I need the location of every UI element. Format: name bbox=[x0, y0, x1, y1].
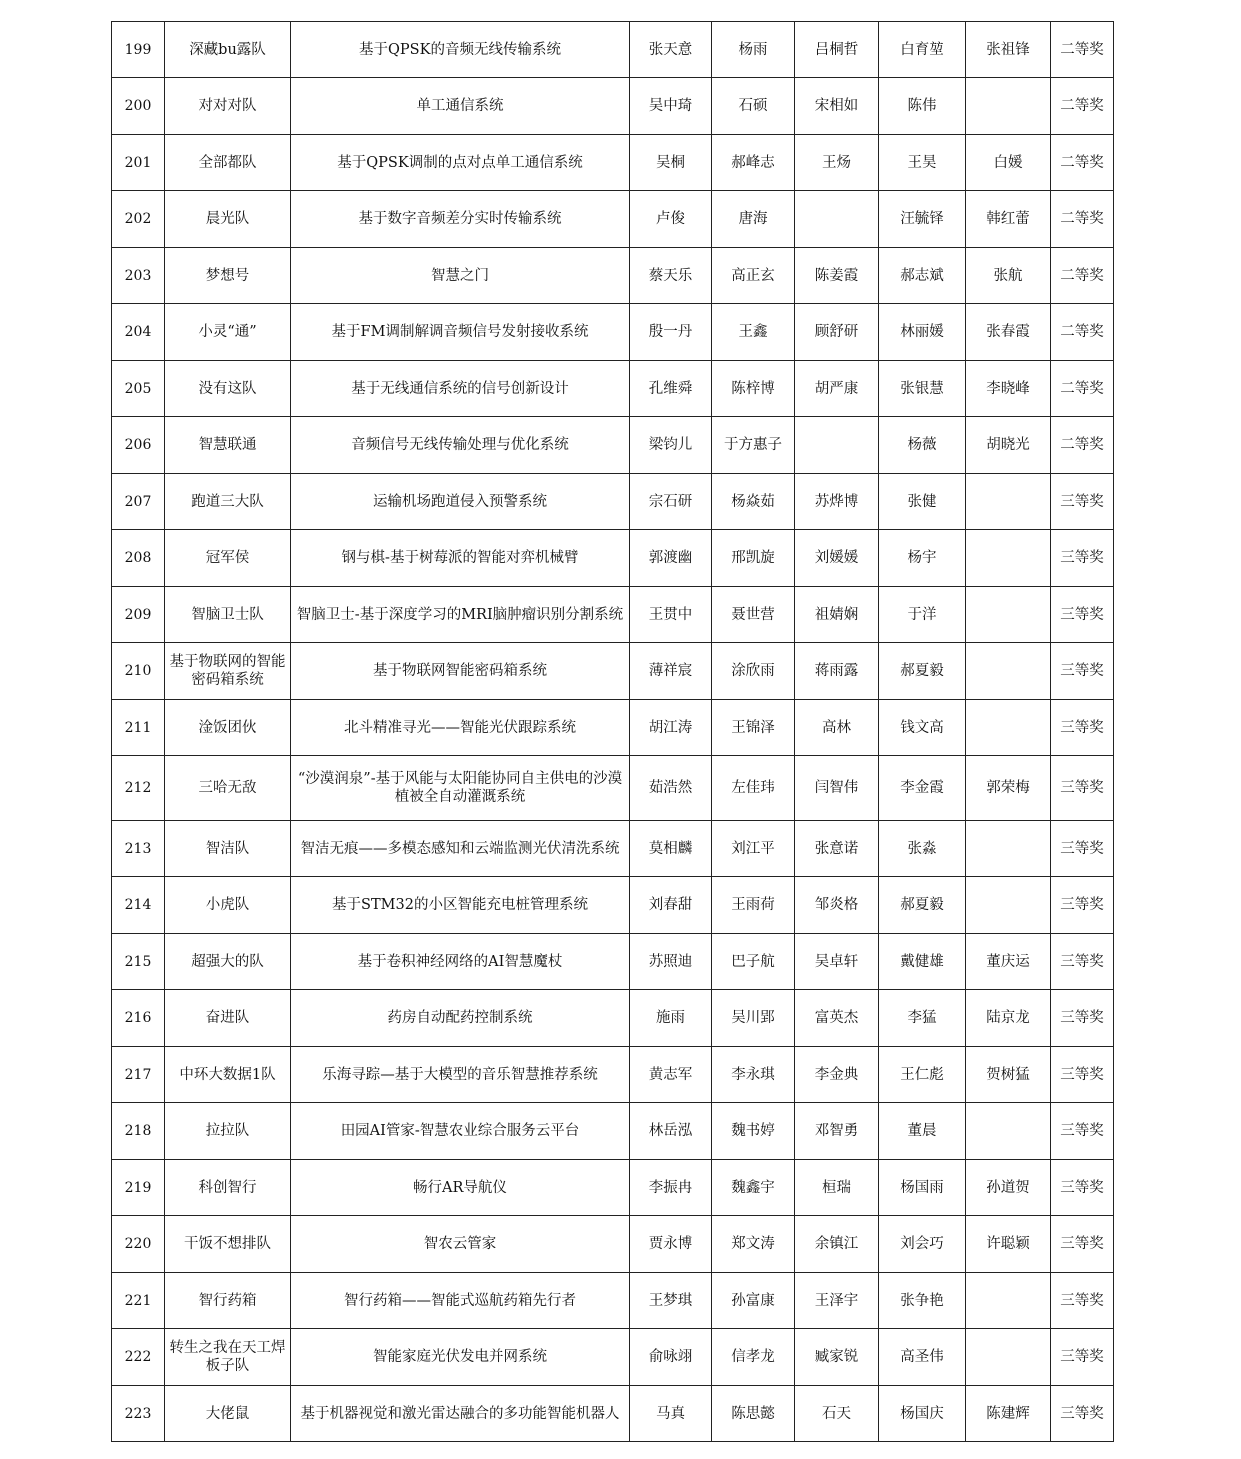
member-5-cell bbox=[966, 700, 1051, 756]
table-row bbox=[112, 417, 1114, 474]
award-cell: 二等奖 bbox=[1051, 78, 1114, 135]
table-row bbox=[112, 756, 1114, 821]
member-4-cell: 汪毓铎 bbox=[879, 191, 966, 248]
member-2-cell: 于方惠子 bbox=[712, 417, 795, 474]
table-row bbox=[112, 135, 1114, 191]
member-2-cell: 郝峰志 bbox=[712, 135, 795, 191]
member-3-cell: 王炀 bbox=[795, 135, 879, 191]
award-cell: 三等奖 bbox=[1051, 700, 1114, 756]
team-name-cell: 干饭不想排队 bbox=[165, 1216, 291, 1273]
member-5-cell bbox=[966, 587, 1051, 643]
member-2-cell: 王锦泽 bbox=[712, 700, 795, 756]
team-name-cell: 智洁队 bbox=[165, 821, 291, 877]
member-1-cell: 施雨 bbox=[630, 990, 712, 1047]
project-name-cell: 钢与棋-基于树莓派的智能对弈机械臂 bbox=[291, 530, 630, 587]
member-4-cell: 陈伟 bbox=[879, 78, 966, 135]
team-name-cell: 跑道三大队 bbox=[165, 474, 291, 530]
member-4-cell: 王昊 bbox=[879, 135, 966, 191]
team-name-cell: 小虎队 bbox=[165, 877, 291, 934]
member-1-cell: 胡江涛 bbox=[630, 700, 712, 756]
member-1-cell: 梁钧儿 bbox=[630, 417, 712, 474]
table-row bbox=[112, 191, 1114, 248]
member-5-cell: 陆京龙 bbox=[966, 990, 1051, 1047]
member-1-cell: 俞咏翊 bbox=[630, 1329, 712, 1386]
member-2-cell: 王鑫 bbox=[712, 304, 795, 361]
award-cell: 三等奖 bbox=[1051, 587, 1114, 643]
member-3-cell: 石天 bbox=[795, 1386, 879, 1442]
project-name-cell: 田园AI管家-智慧农业综合服务云平台 bbox=[291, 1103, 630, 1160]
table-row bbox=[112, 587, 1114, 643]
member-3-cell: 张意诺 bbox=[795, 821, 879, 877]
row-number-cell: 219 bbox=[112, 1160, 165, 1216]
member-2-cell: 巴子航 bbox=[712, 934, 795, 990]
member-4-cell: 于洋 bbox=[879, 587, 966, 643]
member-4-cell: 杨国庆 bbox=[879, 1386, 966, 1442]
team-name-cell: 晨光队 bbox=[165, 191, 291, 248]
member-4-cell: 刘会巧 bbox=[879, 1216, 966, 1273]
member-2-cell: 郑文涛 bbox=[712, 1216, 795, 1273]
member-4-cell: 郝志斌 bbox=[879, 248, 966, 304]
row-number-cell: 200 bbox=[112, 78, 165, 135]
member-3-cell: 刘媛媛 bbox=[795, 530, 879, 587]
row-number-cell: 210 bbox=[112, 643, 165, 700]
team-name-cell: 智脑卫士队 bbox=[165, 587, 291, 643]
member-5-cell: 韩红蕾 bbox=[966, 191, 1051, 248]
project-name-cell: 基于FM调制解调音频信号发射接收系统 bbox=[291, 304, 630, 361]
member-3-cell: 李金典 bbox=[795, 1047, 879, 1103]
award-cell: 三等奖 bbox=[1051, 1047, 1114, 1103]
member-5-cell bbox=[966, 530, 1051, 587]
award-cell: 二等奖 bbox=[1051, 361, 1114, 417]
member-3-cell: 臧家锐 bbox=[795, 1329, 879, 1386]
table-row bbox=[112, 1329, 1114, 1386]
table-row bbox=[112, 304, 1114, 361]
member-4-cell: 高圣伟 bbox=[879, 1329, 966, 1386]
project-name-cell: 北斗精准寻光——智能光伏跟踪系统 bbox=[291, 700, 630, 756]
table-row bbox=[112, 821, 1114, 877]
project-name-cell: 基于QPSK的音频无线传输系统 bbox=[291, 22, 630, 78]
award-cell: 三等奖 bbox=[1051, 1273, 1114, 1329]
table-row bbox=[112, 1047, 1114, 1103]
project-name-cell: 运输机场跑道侵入预警系统 bbox=[291, 474, 630, 530]
table-row bbox=[112, 934, 1114, 990]
team-name-cell: 没有这队 bbox=[165, 361, 291, 417]
project-name-cell: 基于QPSK调制的点对点单工通信系统 bbox=[291, 135, 630, 191]
table-row bbox=[112, 361, 1114, 417]
member-5-cell: 白媛 bbox=[966, 135, 1051, 191]
award-cell: 三等奖 bbox=[1051, 530, 1114, 587]
row-number-cell: 209 bbox=[112, 587, 165, 643]
member-5-cell bbox=[966, 78, 1051, 135]
member-1-cell: 殷一丹 bbox=[630, 304, 712, 361]
member-1-cell: 薄祥宸 bbox=[630, 643, 712, 700]
member-2-cell: 邢凯旋 bbox=[712, 530, 795, 587]
member-5-cell: 张春霞 bbox=[966, 304, 1051, 361]
member-3-cell: 祖婧娴 bbox=[795, 587, 879, 643]
table-row bbox=[112, 1386, 1114, 1442]
award-cell: 二等奖 bbox=[1051, 304, 1114, 361]
member-4-cell: 杨薇 bbox=[879, 417, 966, 474]
member-3-cell: 邓智勇 bbox=[795, 1103, 879, 1160]
member-2-cell: 李永琪 bbox=[712, 1047, 795, 1103]
award-cell: 三等奖 bbox=[1051, 474, 1114, 530]
row-number-cell: 205 bbox=[112, 361, 165, 417]
award-table bbox=[111, 21, 1114, 1442]
row-number-cell: 206 bbox=[112, 417, 165, 474]
member-5-cell: 郭荣梅 bbox=[966, 756, 1051, 821]
row-number-cell: 211 bbox=[112, 700, 165, 756]
member-4-cell: 钱文高 bbox=[879, 700, 966, 756]
member-1-cell: 吴桐 bbox=[630, 135, 712, 191]
table-row bbox=[112, 1103, 1114, 1160]
member-1-cell: 林岳泓 bbox=[630, 1103, 712, 1160]
member-2-cell: 左佳玮 bbox=[712, 756, 795, 821]
project-name-cell: “沙漠润泉”-基于风能与太阳能协同自主供电的沙漠植被全自动灌溉系统 bbox=[291, 756, 630, 821]
member-2-cell: 魏鑫宇 bbox=[712, 1160, 795, 1216]
table-row bbox=[112, 530, 1114, 587]
member-1-cell: 吴中琦 bbox=[630, 78, 712, 135]
member-1-cell: 刘春甜 bbox=[630, 877, 712, 934]
member-3-cell bbox=[795, 191, 879, 248]
member-3-cell: 苏烨博 bbox=[795, 474, 879, 530]
award-cell: 二等奖 bbox=[1051, 135, 1114, 191]
member-2-cell: 聂世营 bbox=[712, 587, 795, 643]
row-number-cell: 220 bbox=[112, 1216, 165, 1273]
member-1-cell: 郭渡幽 bbox=[630, 530, 712, 587]
row-number-cell: 212 bbox=[112, 756, 165, 821]
member-3-cell: 邹炎格 bbox=[795, 877, 879, 934]
row-number-cell: 203 bbox=[112, 248, 165, 304]
row-number-cell: 218 bbox=[112, 1103, 165, 1160]
member-1-cell: 黄志军 bbox=[630, 1047, 712, 1103]
member-2-cell: 孙富康 bbox=[712, 1273, 795, 1329]
project-name-cell: 智洁无痕——多模态感知和云端监测光伏清洗系统 bbox=[291, 821, 630, 877]
table-row bbox=[112, 1273, 1114, 1329]
team-name-cell: 超强大的队 bbox=[165, 934, 291, 990]
award-table-body bbox=[112, 22, 1114, 1442]
row-number-cell: 208 bbox=[112, 530, 165, 587]
award-cell: 三等奖 bbox=[1051, 1386, 1114, 1442]
team-name-cell: 科创智行 bbox=[165, 1160, 291, 1216]
project-name-cell: 智能家庭光伏发电并网系统 bbox=[291, 1329, 630, 1386]
row-number-cell: 213 bbox=[112, 821, 165, 877]
team-name-cell: 对对对队 bbox=[165, 78, 291, 135]
table-row bbox=[112, 643, 1114, 700]
row-number-cell: 202 bbox=[112, 191, 165, 248]
member-1-cell: 马真 bbox=[630, 1386, 712, 1442]
table-row bbox=[112, 78, 1114, 135]
member-5-cell bbox=[966, 1273, 1051, 1329]
team-name-cell: 奋进队 bbox=[165, 990, 291, 1047]
member-1-cell: 王贯中 bbox=[630, 587, 712, 643]
team-name-cell: 大佬鼠 bbox=[165, 1386, 291, 1442]
award-cell: 三等奖 bbox=[1051, 1216, 1114, 1273]
award-cell: 三等奖 bbox=[1051, 1103, 1114, 1160]
team-name-cell: 冠军侯 bbox=[165, 530, 291, 587]
member-3-cell: 王泽宇 bbox=[795, 1273, 879, 1329]
row-number-cell: 201 bbox=[112, 135, 165, 191]
team-name-cell: 转生之我在天工焊板子队 bbox=[165, 1329, 291, 1386]
member-4-cell: 张淼 bbox=[879, 821, 966, 877]
award-cell: 二等奖 bbox=[1051, 191, 1114, 248]
member-3-cell: 陈姜霞 bbox=[795, 248, 879, 304]
project-name-cell: 基于机器视觉和激光雷达融合的多功能智能机器人 bbox=[291, 1386, 630, 1442]
project-name-cell: 基于无线通信系统的信号创新设计 bbox=[291, 361, 630, 417]
member-2-cell: 刘江平 bbox=[712, 821, 795, 877]
table-row bbox=[112, 1216, 1114, 1273]
member-2-cell: 杨雨 bbox=[712, 22, 795, 78]
project-name-cell: 智行药箱——智能式巡航药箱先行者 bbox=[291, 1273, 630, 1329]
member-2-cell: 唐海 bbox=[712, 191, 795, 248]
team-name-cell: 淦饭团伙 bbox=[165, 700, 291, 756]
member-1-cell: 宗石研 bbox=[630, 474, 712, 530]
award-cell: 三等奖 bbox=[1051, 756, 1114, 821]
table-row bbox=[112, 877, 1114, 934]
member-4-cell: 郝夏毅 bbox=[879, 877, 966, 934]
project-name-cell: 基于STM32的小区智能充电桩管理系统 bbox=[291, 877, 630, 934]
award-cell: 二等奖 bbox=[1051, 417, 1114, 474]
project-name-cell: 乐海寻踪—基于大模型的音乐智慧推荐系统 bbox=[291, 1047, 630, 1103]
team-name-cell: 智慧联通 bbox=[165, 417, 291, 474]
member-4-cell: 杨宇 bbox=[879, 530, 966, 587]
award-cell: 三等奖 bbox=[1051, 877, 1114, 934]
row-number-cell: 204 bbox=[112, 304, 165, 361]
row-number-cell: 199 bbox=[112, 22, 165, 78]
member-5-cell: 孙道贺 bbox=[966, 1160, 1051, 1216]
team-name-cell: 中环大数据1队 bbox=[165, 1047, 291, 1103]
member-1-cell: 卢俊 bbox=[630, 191, 712, 248]
project-name-cell: 智农云管家 bbox=[291, 1216, 630, 1273]
member-3-cell bbox=[795, 417, 879, 474]
award-cell: 三等奖 bbox=[1051, 643, 1114, 700]
member-2-cell: 涂欣雨 bbox=[712, 643, 795, 700]
member-5-cell bbox=[966, 474, 1051, 530]
member-4-cell: 杨国雨 bbox=[879, 1160, 966, 1216]
table-row bbox=[112, 474, 1114, 530]
member-4-cell: 戴健雄 bbox=[879, 934, 966, 990]
team-name-cell: 小灵“通” bbox=[165, 304, 291, 361]
project-name-cell: 畅行AR导航仪 bbox=[291, 1160, 630, 1216]
member-1-cell: 茹浩然 bbox=[630, 756, 712, 821]
team-name-cell: 全部都队 bbox=[165, 135, 291, 191]
member-5-cell: 胡晓光 bbox=[966, 417, 1051, 474]
team-name-cell: 三哈无敌 bbox=[165, 756, 291, 821]
table-row bbox=[112, 700, 1114, 756]
row-number-cell: 215 bbox=[112, 934, 165, 990]
member-4-cell: 李金霞 bbox=[879, 756, 966, 821]
member-3-cell: 高林 bbox=[795, 700, 879, 756]
team-name-cell: 深藏bu露队 bbox=[165, 22, 291, 78]
row-number-cell: 222 bbox=[112, 1329, 165, 1386]
award-cell: 三等奖 bbox=[1051, 1329, 1114, 1386]
member-3-cell: 闫智伟 bbox=[795, 756, 879, 821]
project-name-cell: 基于物联网智能密码箱系统 bbox=[291, 643, 630, 700]
award-cell: 三等奖 bbox=[1051, 934, 1114, 990]
table-row bbox=[112, 990, 1114, 1047]
project-name-cell: 基于数字音频差分实时传输系统 bbox=[291, 191, 630, 248]
row-number-cell: 223 bbox=[112, 1386, 165, 1442]
member-5-cell bbox=[966, 821, 1051, 877]
award-cell: 二等奖 bbox=[1051, 248, 1114, 304]
member-3-cell: 顾舒研 bbox=[795, 304, 879, 361]
team-name-cell: 智行药箱 bbox=[165, 1273, 291, 1329]
member-1-cell: 莫相麟 bbox=[630, 821, 712, 877]
member-3-cell: 蒋雨露 bbox=[795, 643, 879, 700]
member-4-cell: 张银慧 bbox=[879, 361, 966, 417]
member-2-cell: 王雨荷 bbox=[712, 877, 795, 934]
table-row bbox=[112, 248, 1114, 304]
member-4-cell: 董晨 bbox=[879, 1103, 966, 1160]
project-name-cell: 单工通信系统 bbox=[291, 78, 630, 135]
member-5-cell: 李晓峰 bbox=[966, 361, 1051, 417]
team-name-cell: 基于物联网的智能密码箱系统 bbox=[165, 643, 291, 700]
member-3-cell: 吴卓轩 bbox=[795, 934, 879, 990]
member-3-cell: 余镇江 bbox=[795, 1216, 879, 1273]
member-1-cell: 王梦琪 bbox=[630, 1273, 712, 1329]
member-2-cell: 信孝龙 bbox=[712, 1329, 795, 1386]
member-4-cell: 林丽媛 bbox=[879, 304, 966, 361]
member-1-cell: 张天意 bbox=[630, 22, 712, 78]
member-2-cell: 杨焱茹 bbox=[712, 474, 795, 530]
award-cell: 二等奖 bbox=[1051, 22, 1114, 78]
member-5-cell bbox=[966, 1329, 1051, 1386]
row-number-cell: 216 bbox=[112, 990, 165, 1047]
member-1-cell: 苏照迪 bbox=[630, 934, 712, 990]
member-2-cell: 陈思懿 bbox=[712, 1386, 795, 1442]
table-row bbox=[112, 22, 1114, 78]
member-3-cell: 胡严康 bbox=[795, 361, 879, 417]
member-1-cell: 李振冉 bbox=[630, 1160, 712, 1216]
member-4-cell: 王仁彪 bbox=[879, 1047, 966, 1103]
member-5-cell: 董庆运 bbox=[966, 934, 1051, 990]
member-5-cell: 许聪颖 bbox=[966, 1216, 1051, 1273]
member-5-cell bbox=[966, 643, 1051, 700]
member-2-cell: 高正玄 bbox=[712, 248, 795, 304]
award-cell: 三等奖 bbox=[1051, 821, 1114, 877]
member-4-cell: 张争艳 bbox=[879, 1273, 966, 1329]
project-name-cell: 药房自动配药控制系统 bbox=[291, 990, 630, 1047]
team-name-cell: 拉拉队 bbox=[165, 1103, 291, 1160]
award-cell: 三等奖 bbox=[1051, 1160, 1114, 1216]
table-row bbox=[112, 1160, 1114, 1216]
award-cell: 三等奖 bbox=[1051, 990, 1114, 1047]
member-4-cell: 郝夏毅 bbox=[879, 643, 966, 700]
member-1-cell: 孔维舜 bbox=[630, 361, 712, 417]
member-3-cell: 富英杰 bbox=[795, 990, 879, 1047]
team-name-cell: 梦想号 bbox=[165, 248, 291, 304]
member-3-cell: 吕桐哲 bbox=[795, 22, 879, 78]
member-5-cell: 陈建辉 bbox=[966, 1386, 1051, 1442]
member-5-cell bbox=[966, 1103, 1051, 1160]
member-4-cell: 张健 bbox=[879, 474, 966, 530]
project-name-cell: 智慧之门 bbox=[291, 248, 630, 304]
member-1-cell: 贾永博 bbox=[630, 1216, 712, 1273]
member-2-cell: 吴川郢 bbox=[712, 990, 795, 1047]
member-4-cell: 李猛 bbox=[879, 990, 966, 1047]
member-5-cell: 张祖锋 bbox=[966, 22, 1051, 78]
member-2-cell: 陈梓博 bbox=[712, 361, 795, 417]
project-name-cell: 音频信号无线传输处理与优化系统 bbox=[291, 417, 630, 474]
member-5-cell bbox=[966, 877, 1051, 934]
member-3-cell: 宋相如 bbox=[795, 78, 879, 135]
row-number-cell: 214 bbox=[112, 877, 165, 934]
member-5-cell: 张航 bbox=[966, 248, 1051, 304]
member-1-cell: 蔡天乐 bbox=[630, 248, 712, 304]
member-2-cell: 魏书婷 bbox=[712, 1103, 795, 1160]
row-number-cell: 217 bbox=[112, 1047, 165, 1103]
member-4-cell: 白育堃 bbox=[879, 22, 966, 78]
row-number-cell: 221 bbox=[112, 1273, 165, 1329]
member-5-cell: 贺树猛 bbox=[966, 1047, 1051, 1103]
row-number-cell: 207 bbox=[112, 474, 165, 530]
project-name-cell: 基于卷积神经网络的AI智慧魔杖 bbox=[291, 934, 630, 990]
project-name-cell: 智脑卫士-基于深度学习的MRI脑肿瘤识别分割系统 bbox=[291, 587, 630, 643]
member-3-cell: 桓瑞 bbox=[795, 1160, 879, 1216]
member-2-cell: 石硕 bbox=[712, 78, 795, 135]
